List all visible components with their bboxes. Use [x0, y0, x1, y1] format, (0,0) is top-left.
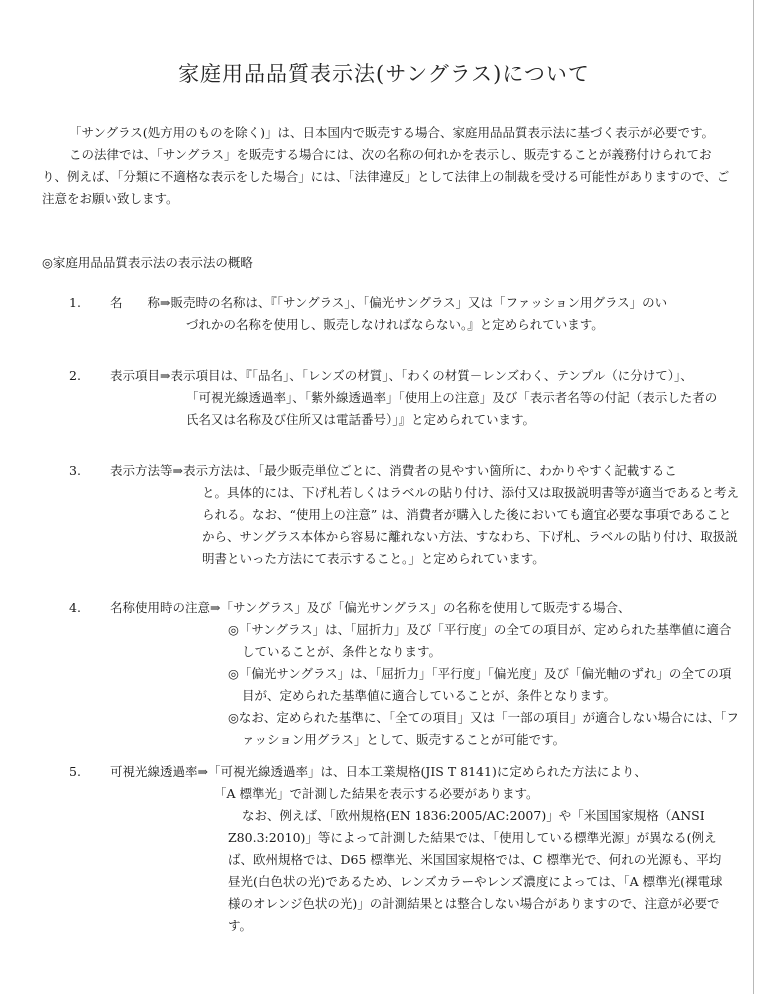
item-lead: 可視光線透過率⇒「可視光線透過率」は、日本工業規格(JIS T 8141)に定められた方法により、	[110, 764, 647, 779]
page-edge-rule	[753, 0, 754, 994]
page-title: 家庭用品品質表示法(サングラス)について	[178, 62, 590, 86]
intro-line-2: この法律では、「サングラス」を販売する場合には、次の名称の何れかを表示し、販売することが義務付けられており、例えば、「分類に不適格な表示をした場合」には、「法律違反」として法律上の制裁を受ける可能性がありますので、ご注意をお願い致します。	[42, 147, 730, 206]
intro-line-1: 「サングラス(処方用のものを除く)」は、日本国内で販売する場合、家庭用品品質表示法に基づく表示が必要です。	[69, 125, 715, 140]
item-lead: 表示項目⇒表示項目は、『「品名」、「レンズの材質」、「わくの材質－レンズわく、テンプル（に分けて）」、	[110, 368, 693, 383]
condition-fashion: ◎なお、定められた基準に、「全ての項目」又は「一部の項目」が適合しない場合には、「ファッション用グラス」として、販売することが可能です。	[228, 710, 739, 747]
item-number: 3.	[69, 463, 81, 478]
list-item	[42, 597, 739, 747]
intro-paragraph	[42, 122, 732, 210]
item-continuation: 「可視光線透過率」、「紫外線透過率」「使用上の注意」及び「表示者名等の付記（表示した者の氏名又は名称及び住所又は電話番号）」』と定められています。	[186, 390, 718, 427]
item-continuation: 「A 標準光」で計測した結果を表示する必要があります。	[214, 786, 539, 801]
item-lead: 名 称⇒販売時の名称は、『「サングラス」、「偏光サングラス」又は「ファッション用グラス」のい	[110, 295, 668, 310]
section-heading: ◎家庭用品品質表示法の表示法の概略	[42, 255, 253, 270]
list-item	[42, 761, 732, 961]
item-lead: 表示方法等⇒表示方法は、「最少販売単位ごとに、消費者の見やすい箇所に、わかりやすく記載するこ	[110, 463, 677, 478]
condition-sunglasses: ◎「サングラス」は、「屈折力」及び「平行度」の全ての項目が、定められた基準値に適合していることが、条件となります。	[228, 622, 732, 659]
item-note: なお、例えば、「欧州規格(EN 1836:2005/AC:2007)」や「米国国家規格（ANSI Z80.3:2010)」等によって計測した結果では、「使用している標準光源」が異なる(例えば、欧州規格では、D65 標準光、米国国家規格では、C 標準光で、何れの光源も、平均昼光(白色状の光)であるため、レンズカラーやレンズ濃度によっては、「A 標準光(裸電球様のオレンジ色状の光)」の計測結果とは整合しない場合がありますので、注意が必要です。	[228, 808, 723, 933]
item-number: 1.	[69, 295, 81, 310]
condition-polarized: ◎「偏光サングラス」は、「屈折力」「平行度」「偏光度」及び「偏光軸のずれ」の全ての項目が、定められた基準値に適合していることが、条件となります。	[228, 666, 732, 703]
item-number: 5.	[69, 764, 81, 779]
item-continuation: づれかの名称を使用し、販売しなければならない。』と定められています。	[186, 317, 604, 332]
item-number: 4.	[69, 600, 81, 615]
list-item	[42, 292, 732, 342]
item-number: 2.	[69, 368, 81, 383]
list-item	[42, 460, 740, 590]
item-continuation: と。具体的には、下げ札若しくはラベルの貼り付け、添付又は取扱説明書等が適当であると考えられる。なお、“使用上の注意” は、消費者が購入した後においても適宜必要な事項であることから、サングラス本体から容易に離れない方法、すなわち、下げ札、ラベルの貼り付け、取扱説明書といった方法にて表示すること。」と定められています。	[202, 485, 740, 566]
item-lead: 名称使用時の注意⇒「サングラス」及び「偏光サングラス」の名称を使用して販売する場合、	[110, 600, 631, 615]
list-item	[42, 365, 732, 440]
